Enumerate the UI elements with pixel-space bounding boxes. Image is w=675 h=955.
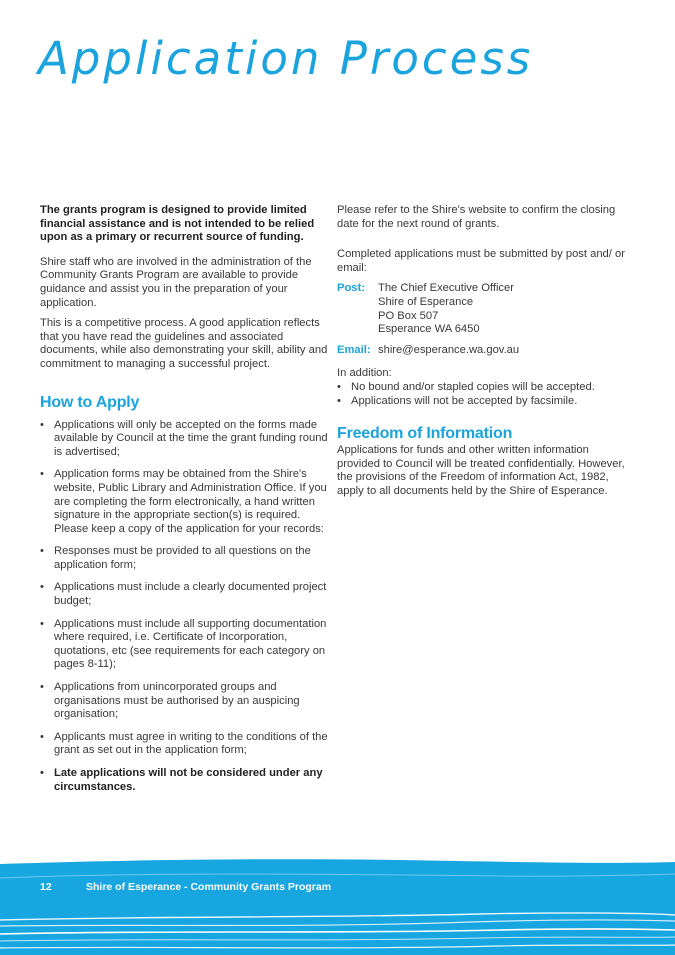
post-label: Post: — [337, 282, 365, 295]
submission-paragraph: Completed applications must be submitted by post and/ or email: — [337, 248, 625, 274]
list-item: • Applications must include a clearly documented project budget; — [40, 581, 328, 608]
email-value[interactable]: shire@esperance.wa.gov.au — [378, 343, 520, 356]
intro-paragraph-staff: Shire staff who are involved in the administration of the Community Grants Program are available to provide guidance and assist you in the preparation of your application. — [40, 255, 312, 309]
list-item: • Applications must include all supporting documentation where required, i.e. Certificate of Incorporation, quotations, etc (see requirements for each category on pages 8-11); — [40, 618, 328, 672]
email-label: Email: — [337, 343, 371, 356]
footer-wave-band — [0, 858, 675, 955]
list-item: • No bound and/or stapled copies will be accepted. — [337, 381, 627, 395]
list-item: • Applications will only be accepted on the forms made available by Council at the time the grant funding round is advertised; — [40, 419, 328, 460]
right-column — [337, 204, 627, 506]
address-line: Esperance WA 6450 — [378, 323, 480, 336]
in-addition-label: In addition: — [337, 367, 392, 380]
page-number: 12 — [40, 881, 52, 893]
list-item: • Applicants must agree in writing to the conditions of the grant as set out in the application form; — [40, 731, 328, 758]
addition-list — [337, 381, 627, 408]
list-item-late-applications: • Late applications will not be considered under any circumstances. — [40, 767, 328, 794]
address-line: PO Box 507 — [378, 309, 439, 322]
list-item: • Responses must be provided to all questions on the application form; — [40, 545, 328, 572]
foi-heading: Freedom of Information — [337, 425, 513, 443]
postal-address — [337, 282, 627, 336]
intro-lead: The grants program is designed to provide limited financial assistance and is not intended to be relied upon as a primary or recurrent source of funding. — [40, 204, 315, 244]
list-item: • Applications will not be accepted by facsimile. — [337, 395, 627, 409]
intro-paragraph-competitive: This is a competitive process. A good application reflects that you have read the guidelines and associated documents, while also demonstrating your skill, ability and commitment to managing a successful project. — [40, 317, 328, 370]
post-address-lines — [378, 282, 514, 336]
list-item: • Applications from unincorporated groups and organisations must be authorised by an auspicing organisation; — [40, 681, 328, 722]
email-address — [337, 344, 627, 358]
how-to-apply-heading: How to Apply — [40, 393, 140, 411]
address-line: The Chief Executive Officer — [378, 282, 514, 295]
how-to-apply-list — [40, 419, 328, 795]
left-column — [40, 204, 328, 803]
footer-title: Shire of Esperance - Community Grants Program — [86, 881, 332, 893]
page-title: Application Process — [38, 32, 534, 85]
list-item: • Application forms may be obtained from the Shire's website, Public Library and Administration Office. If you are completing the form electronically, a hand written signature in the appropriate section(s) is required. Please keep a copy of the application for your records: — [40, 468, 328, 536]
closing-date-paragraph: Please refer to the Shire's website to confirm the closing date for the next round of grants. — [337, 204, 616, 230]
address-line: Shire of Esperance — [378, 295, 474, 308]
foi-paragraph: Applications for funds and other written information provided to Council will be treated confidentially. However, the provisions of the Freedom of information Act, 1982, apply to all documents held by the Shire of Esperance. — [337, 444, 625, 497]
